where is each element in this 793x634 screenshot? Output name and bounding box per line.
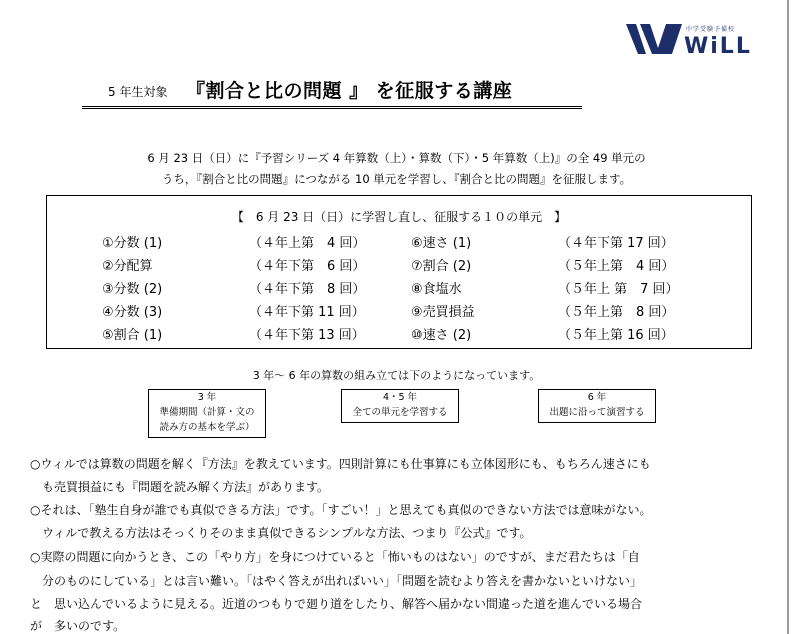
unit-name: ③分数 (2): [102, 282, 163, 297]
unit-name: ⑤割合 (1): [102, 328, 163, 343]
unit-name: ⑥速さ (1): [411, 236, 472, 251]
unit-name: ⑦割合 (2): [411, 259, 472, 274]
units-box: [46, 195, 752, 349]
unit-ref: （５年上 第 7 回）: [558, 282, 679, 297]
unit-ref: （５年上第 16 回）: [558, 328, 674, 343]
unit-ref: （５年上第 8 回）: [558, 305, 675, 320]
unit-ref: （４年下第 8 回）: [249, 282, 366, 297]
title-target: 5 年生対象: [108, 85, 168, 99]
course-title: [82, 68, 582, 109]
logo-text: WiLL: [684, 34, 752, 59]
body-line: ウィルで教える方法はそっくりそのまま真似できるシンプルな方法、つまり『公式』です。: [30, 526, 532, 540]
unit-name: ①分数 (1): [102, 236, 163, 251]
unit-name: ⑨売買損益: [411, 305, 475, 320]
stage-desc: 全ての単元を学習する: [352, 407, 448, 418]
unit-ref: （４年上第 4 回）: [249, 236, 366, 251]
grade-structure-note: 3 年～ 6 年の算数の組み立ては下のようになっています。: [252, 369, 541, 382]
title-main: 『割合と比の問題 』 を征服する講座: [186, 80, 513, 102]
will-logo: [626, 18, 766, 64]
body-line: と 思い込んでいるように見える。近道のつもりで廻り道をしたり、解答へ届かない間違った道を進んでいる場合: [30, 597, 643, 611]
body-line: ○それは、「塾生自身が誰でも真似できる方法」です。「すごい！」と思えても真似のできない方法では意味がない。: [30, 503, 652, 517]
intro-line-2: うち，『割合と比の問題』につながる 10 単元を学習し、『割合と比の問題』を征服します。: [161, 172, 632, 186]
body-line: が 多いのです。: [30, 619, 126, 633]
unit-ref: （５年上第 4 回）: [558, 259, 675, 274]
unit-ref: （４年下第 17 回）: [558, 236, 674, 251]
stage-title: 3 年: [197, 392, 217, 403]
unit-name: ④分数 (3): [102, 305, 163, 320]
logo-subtitle: 中学受験予備校: [686, 26, 736, 33]
stage-box-grade45: [341, 389, 459, 423]
body-line: ○実際の問題に向かうとき、この「やり方」を身につけていると「怖いものはない」のですが、まだ君たちは「自: [30, 550, 640, 564]
body-line: 分のものにしている」とは言い難い。「はやく答えが出ればいい」「問題を読むより答えを書かないといけない」: [30, 574, 643, 588]
unit-ref: （４年下第 11 回）: [249, 305, 365, 320]
unit-ref: （４年下第 6 回）: [249, 259, 366, 274]
stage-box-grade6: [538, 389, 656, 423]
stage-desc: 出題に沿って演習する: [549, 407, 645, 418]
unit-name: ⑩速さ (2): [411, 328, 472, 343]
stage-title: 4・5 年: [382, 392, 418, 403]
stage-title: 6 年: [587, 392, 607, 403]
body-line: ○ウィルでは算数の問題を解く『方法』を教えています。四則計算にも仕事算にも立体図形にも、もちろん速さにも: [30, 457, 651, 471]
intro-line-1: 6 月 23 日（日）に『予習シリーズ 4 年算数（上）・算数（下）・5 年算数（上)』の全 49 単元の: [147, 151, 646, 165]
stage-desc: 準備期間（計算・文の 読み方の基本を学ぶ）: [159, 407, 255, 433]
unit-name: ⑧食塩水: [411, 282, 462, 297]
stage-box-grade3: [148, 389, 266, 438]
unit-name: ②分配算: [102, 259, 153, 274]
unit-ref: （４年下第 13 回）: [249, 328, 365, 343]
body-line: も売買損益にも『問題を読み解く方法』があります。: [30, 480, 330, 494]
will-logo-mark-icon: [626, 22, 682, 56]
units-header: 【 6 月 23 日（日）に学習し直し、征服する１０の単元 】: [231, 210, 567, 224]
